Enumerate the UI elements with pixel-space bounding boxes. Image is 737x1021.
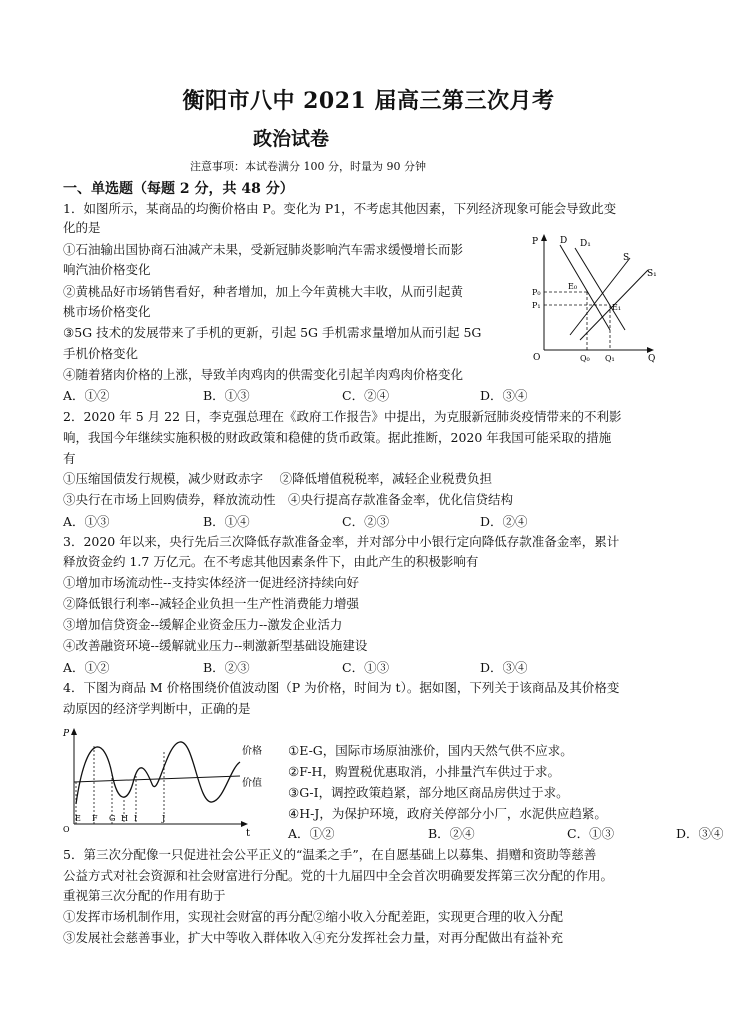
q4-option-d: D．③④ (676, 826, 724, 841)
q3-item: ②降低银行利率--减轻企业负担一生产性消费能力增强 (63, 596, 359, 611)
q1-item: 手机价格变化 (63, 346, 139, 361)
q4-option-a: A．①② (288, 826, 335, 841)
q4-option-c: C．①③ (567, 826, 615, 841)
q2-item: ①压缩国债发行规模，减少财政赤字 ②降低增值税税率，减轻企业税费负担 (63, 471, 492, 486)
fig2-point-h: H (121, 814, 128, 823)
q4-item: ②F-H，购置税优惠取消，小排量汽车供过于求。 (288, 764, 560, 779)
fig2-point-e: E (75, 814, 81, 823)
q1-option-a: A．①② (63, 388, 110, 403)
fig1-curve-s-label: S (623, 253, 630, 263)
q2-option-a: A．①③ (63, 514, 110, 529)
fig1-curve-d1-label: D₁ (580, 239, 591, 249)
q5-stem-line: 重视第三次分配的作用有助于 (63, 888, 226, 903)
fig2-point-f: F (92, 814, 98, 823)
fig1-q1-label: Q₁ (605, 354, 615, 363)
section-heading: 一、单选题（每题 2 分，共 48 分） (63, 181, 294, 197)
fig2-value-label: 价值 (242, 778, 262, 789)
fig1-p1-label: P₁ (532, 301, 541, 310)
fig1-e1-label: E₁ (612, 303, 622, 312)
q5-item: ①发挥市场机制作用，实现社会财富的再分配②缩小收入分配差距，实现更合理的收入分配 (63, 909, 564, 924)
fig2-point-i: I (134, 814, 138, 823)
q1-stem-line: 化的是 (63, 220, 101, 235)
q1-stem-line: 1．如图所示，某商品的均衡价格由 P。变化为 P1，不考虑其他因素，下列经济现象可能会导致此变 (63, 201, 617, 216)
fig1-curve-d-label: D (560, 236, 568, 246)
q1-item: ①石油输出国协商石油减产未果，受新冠肺炎影响汽车需求缓慢增长而影 (63, 242, 464, 257)
q5-stem-line: 5．第三次分配像一只促进社会公平正义的“温柔之手”，在自愿基础上以募集、捐赠和资助等慈善 (63, 847, 597, 862)
q2-option-c: C．②③ (342, 514, 390, 529)
page-title: 衡阳市八中 2021 届高三第三次月考 (182, 88, 555, 114)
q4-stem-line: 动原因的经济学判断中，正确的是 (63, 701, 251, 716)
fig1-p0-label: P₀ (532, 288, 541, 297)
q1-option-b: B．①③ (203, 388, 250, 403)
paper-subtitle: 政治试卷 (253, 128, 330, 150)
fig2-price-label: 价格 (242, 746, 262, 757)
q4-stem-line: 4．下图为商品 M 价格围绕价值波动图（P 为价格，时间为 t）。据如图，下列关于该商品及其价格变 (63, 680, 620, 695)
fig1-axis-q-label: Q (648, 354, 656, 364)
q1-item: 桃市场价格变化 (63, 304, 151, 319)
q2-item: ③央行在市场上回购债券，释放流动性 ④央行提高存款准备金率，优化信贷结构 (63, 492, 514, 507)
q3-option-c: C．①③ (342, 660, 390, 675)
q3-stem-line: 释放资金约 1.7 万亿元。在不考虑其他因素条件下，由此产生的积极影响有 (63, 554, 479, 569)
fig2-point-j: J (162, 814, 166, 823)
q1-item: ④随着猪肉价格的上涨，导致羊肉鸡肉的供需变化引起羊肉鸡肉价格变化 (63, 367, 464, 382)
fig1-e0-label: E₀ (568, 282, 578, 291)
q2-stem-line: 响，我国今年继续实施积极的财政政策和稳健的货币政策。据此推断，2020 年我国可能采取的措施 (63, 430, 612, 445)
q4-option-b: B．②④ (428, 826, 475, 841)
q4-price-value-figure (62, 724, 262, 843)
exam-notice: 注意事项：本试卷满分 100 分，时量为 90 分钟 (190, 160, 426, 173)
q1-item: ②黄桃品好市场销售看好，种者增加，加上今年黄桃大丰收，从而引起黄 (63, 284, 464, 299)
q1-supply-demand-figure (530, 230, 660, 369)
q3-option-b: B．②③ (203, 660, 250, 675)
q1-option-c: C．②④ (342, 388, 390, 403)
fig1-curve-s1-label: S₁ (647, 269, 657, 279)
q3-option-d: D．③④ (480, 660, 528, 675)
q2-stem-line: 有 (63, 451, 76, 466)
q1-item: ③5G 技术的发展带来了手机的更新，引起 5G 手机需求量增加从而引起 5G (63, 325, 482, 340)
q5-stem-line: 公益方式对社会资源和社会财富进行分配。党的十九届四中全会首次明确要发挥第三次分配的作用。 (63, 868, 614, 883)
fig1-axis-p-label: P (532, 237, 539, 247)
q2-stem-line: 2．2020 年 5 月 22 日，李克强总理在《政府工作报告》中提出，为克服新冠肺炎疫情带来的不利影 (63, 409, 622, 424)
q3-item: ③增加信贷资金--缓解企业资金压力--激发企业活力 (63, 617, 343, 632)
fig1-origin-label: O (533, 353, 541, 363)
fig2-point-g: G (109, 814, 116, 823)
fig2-axis-t-label: t (246, 828, 251, 839)
q1-item: 响汽油价格变化 (63, 262, 151, 277)
q1-option-d: D．③④ (480, 388, 528, 403)
q3-option-a: A．①② (63, 660, 110, 675)
q2-option-d: D．②④ (480, 514, 528, 529)
q3-item: ④改善融资环境--缓解就业压力--刺激新型基础设施建设 (63, 638, 368, 653)
fig2-origin-label: O (63, 825, 70, 834)
q4-item: ④H-J，为保护环境，政府关停部分小厂，水泥供应趋紧。 (288, 806, 607, 821)
fig2-axis-p-label: P (63, 729, 70, 739)
fig1-q0-label: Q₀ (580, 354, 590, 363)
q5-item: ③发展社会慈善事业，扩大中等收入群体收入④充分发挥社会力量，对再分配做出有益补充 (63, 930, 564, 945)
q3-stem-line: 3．2020 年以来，央行先后三次降低存款准备金率，并对部分中小银行定向降低存款准备金率，累计 (63, 534, 620, 549)
q4-item: ③G-I，调控政策趋紧，部分地区商品房供过于求。 (288, 785, 569, 800)
q2-option-b: B．①④ (203, 514, 250, 529)
q4-item: ①E-G，国际市场原油涨价，国内天然气供不应求。 (288, 743, 573, 758)
q3-item: ①增加市场流动性--支持实体经济一促进经济持续向好 (63, 575, 359, 590)
